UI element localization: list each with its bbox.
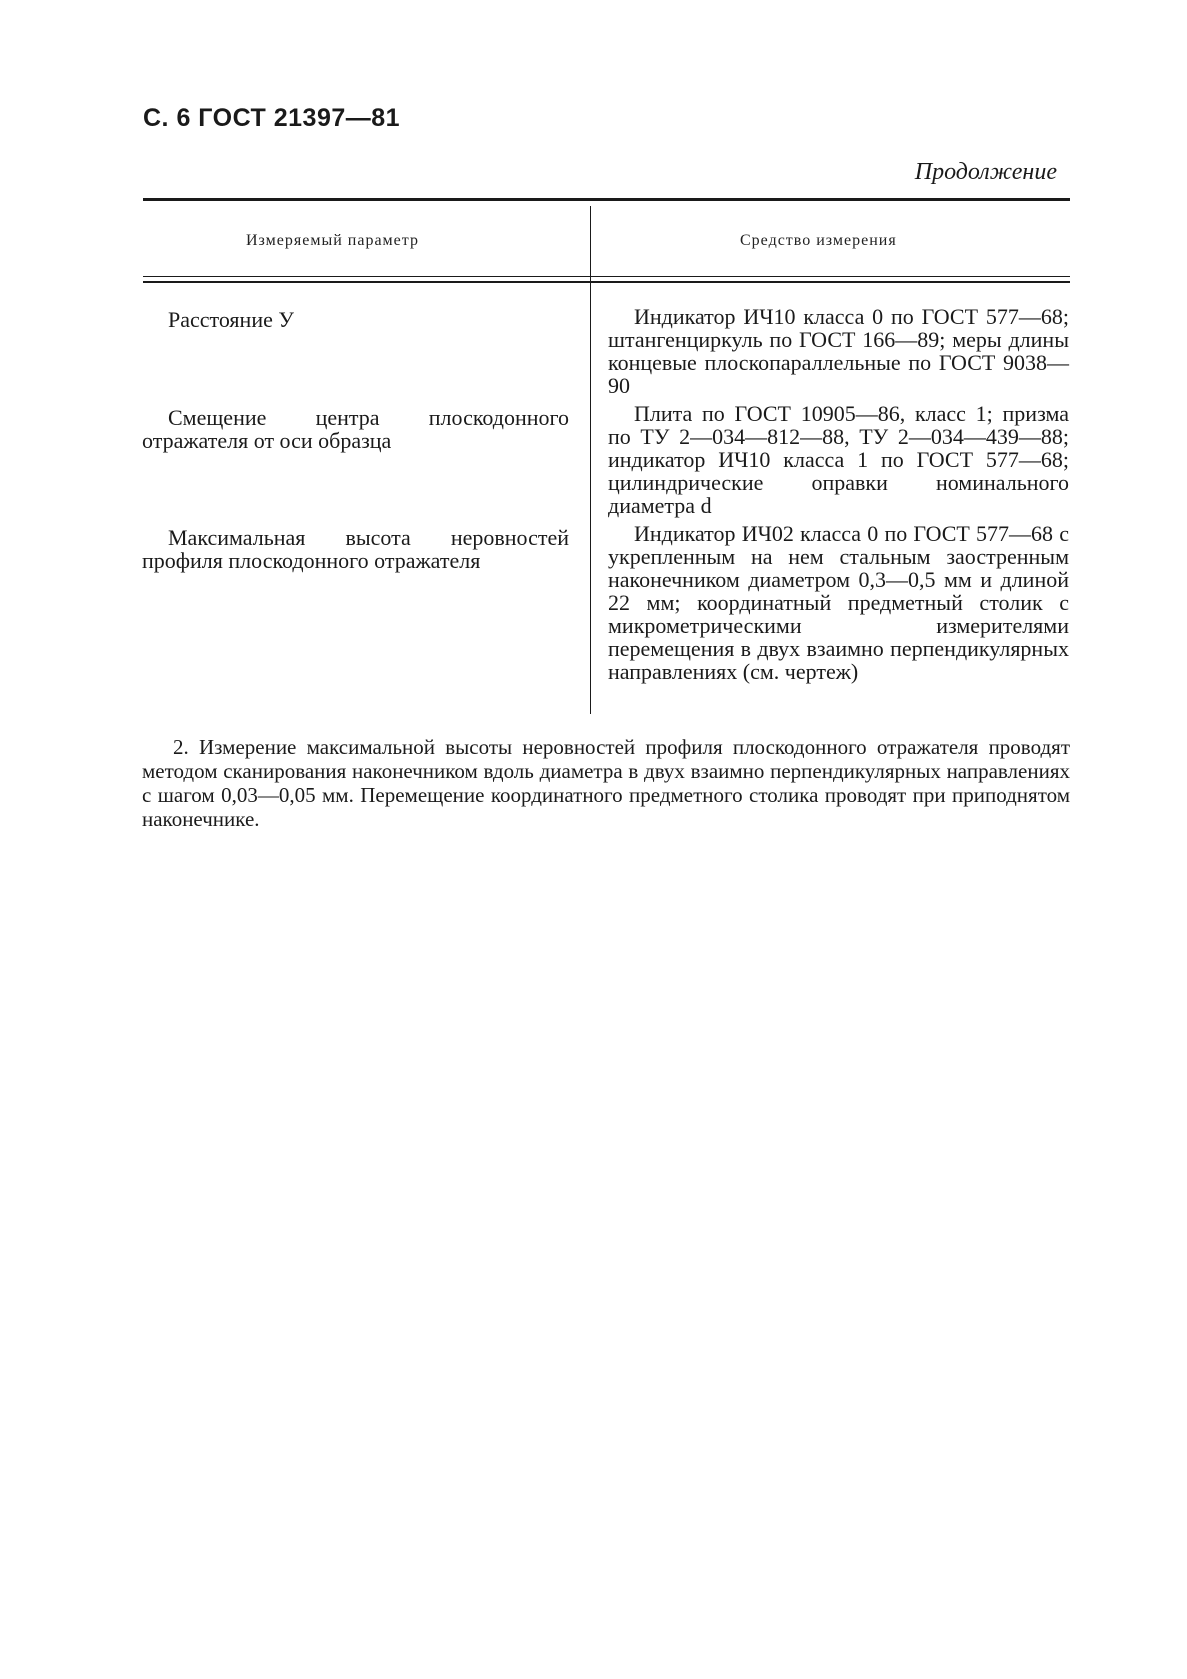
- table-row-1-parameter: [142, 308, 569, 331]
- table-row-3-parameter: [142, 526, 569, 572]
- cell-text: Индикатор ИЧ02 класса 0 по ГОСТ 577—68 с укрепленным на нем стальным заостренным наконечником диаметром 0,3—0,5 мм и длиной 22 мм; координатный предметный столик с микрометрическими измерителями перемещения в двух взаимно перпендикулярных направлениях (см. чертеж): [608, 521, 1069, 684]
- table-row-2-parameter: [142, 406, 569, 452]
- table-row-2-instrument: [608, 402, 1069, 517]
- paragraph-text: 2. Измерение максимальной высоты неровностей профиля плоскодонного отражателя проводят методом сканирования наконечником вдоль диаметра в двух взаимно перпендикулярных направлениях с шагом 0,03—0,05 мм. Перемещение координатного предметного столика проводят при приподнятом наконечнике.: [142, 735, 1070, 831]
- page-header: С. 6 ГОСТ 21397—81: [143, 104, 401, 132]
- table-header-rule: [143, 276, 1070, 277]
- body-paragraph: [142, 735, 1070, 831]
- table-header-rule-2: [143, 281, 1070, 283]
- cell-text: Максимальная высота неровностей профиля плоскодонного отражателя: [142, 525, 569, 573]
- column-header-instrument: Средство измерения: [740, 232, 897, 249]
- table-row-1-instrument: [608, 305, 1069, 397]
- continuation-label: Продолжение: [914, 159, 1057, 185]
- cell-text: Смещение центра плоскодонного отражателя от оси образца: [142, 405, 569, 453]
- table-column-divider: [590, 206, 591, 714]
- cell-text: Плита по ГОСТ 10905—86, класс 1; призма по ТУ 2—034—812—88, ТУ 2—034—439—88; индикатор ИЧ10 класса 1 по ГОСТ 577—68; цилиндрические оправки номинального диаметра d: [608, 401, 1069, 518]
- column-header-parameter: Измеряемый параметр: [246, 232, 419, 249]
- table-top-rule: [143, 198, 1070, 201]
- table-row-3-instrument: [608, 522, 1069, 683]
- cell-text: Индикатор ИЧ10 класса 0 по ГОСТ 577—68; штангенциркуль по ГОСТ 166—89; меры длины концевые плоскопараллельные по ГОСТ 9038—90: [608, 304, 1069, 398]
- cell-text: Расстояние У: [168, 307, 294, 332]
